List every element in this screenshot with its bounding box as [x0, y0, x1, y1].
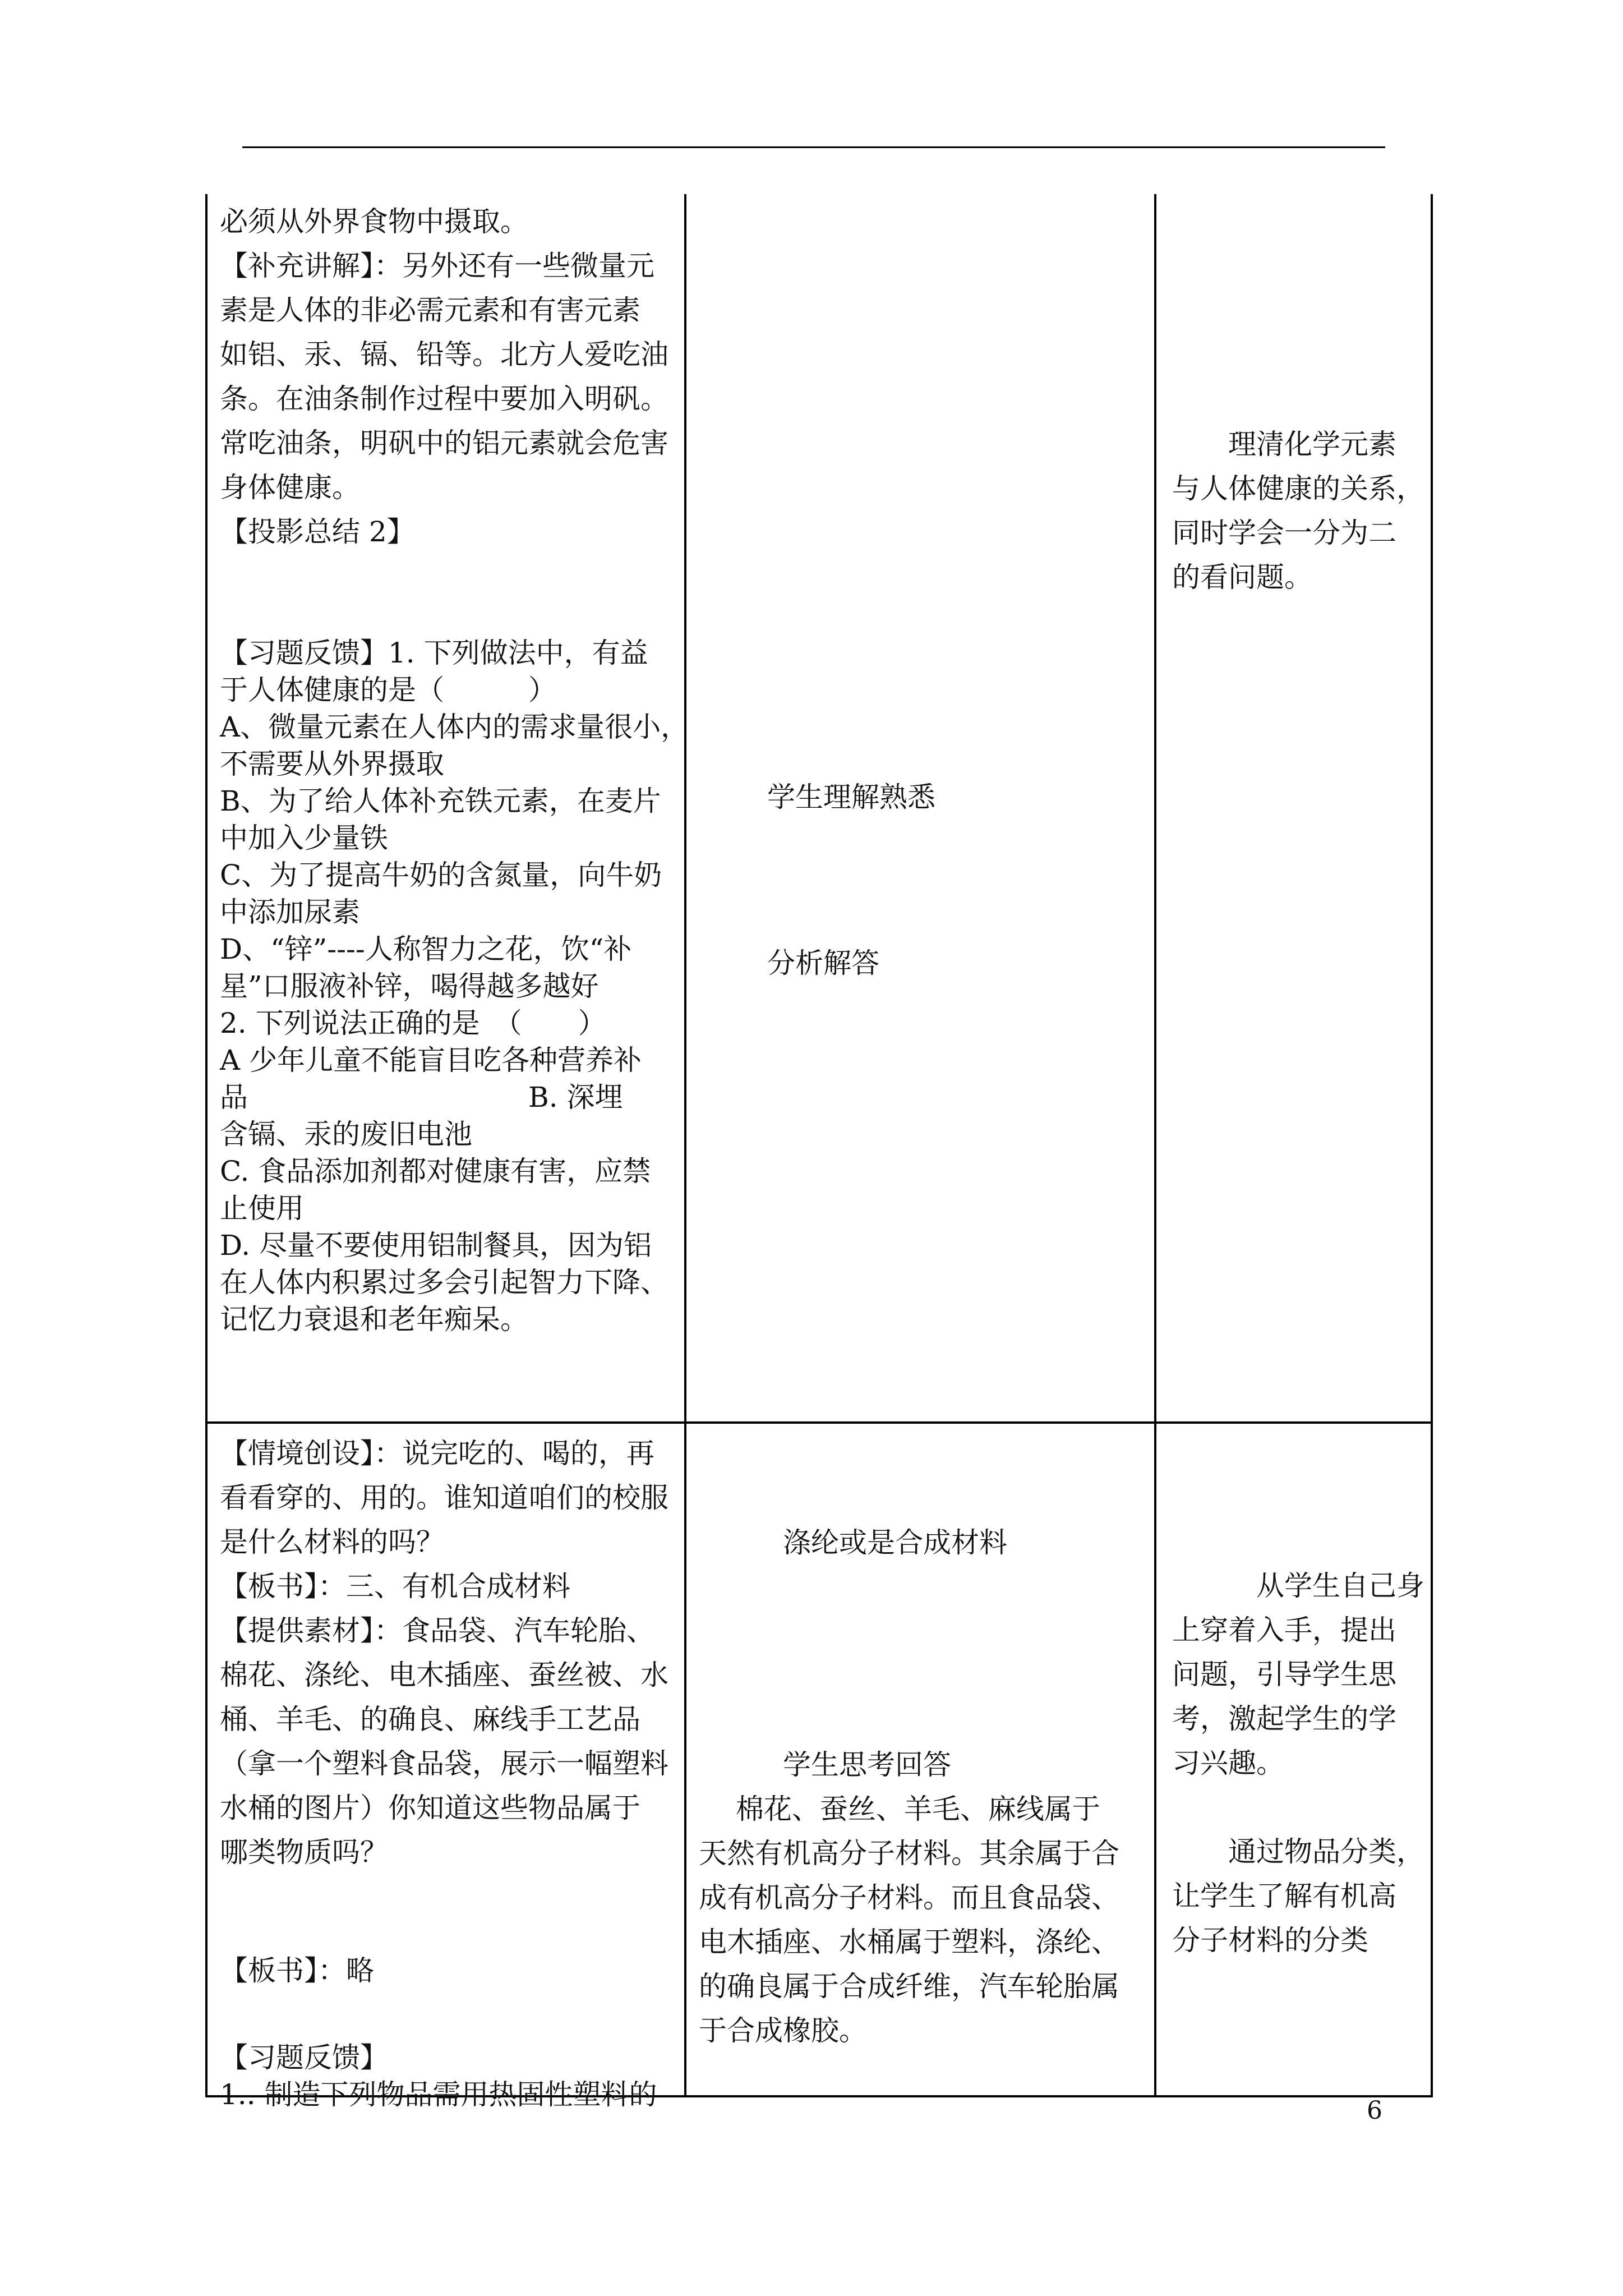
text-line: 考，激起学生的学 — [1172, 1703, 1396, 1735]
text-line: 2. 下列说法正确的是 （ ） — [220, 1007, 606, 1039]
text-line: 的看问题。 — [1172, 561, 1312, 593]
text-line: 常吃油条，明矾中的铝元素就会危害 — [220, 427, 668, 459]
text-line: 棉花、涤纶、电木插座、蚕丝被、水 — [220, 1659, 668, 1691]
design-intent-cell — [1155, 194, 1432, 1423]
design-intent-text — [1172, 1564, 1424, 1786]
text-line: 水桶的图片）你知道这些物品属于 — [220, 1792, 640, 1824]
text-line: 桶、羊毛、的确良、麻线手工艺品 — [220, 1703, 640, 1736]
teacher-activity-cell — [206, 194, 689, 1423]
text-line: 让学生了解有机高 — [1172, 1880, 1396, 1912]
text-line: 【提供素材】：食品袋、汽车轮胎、 — [220, 1614, 654, 1647]
text-line: 从学生自己身 — [1256, 1570, 1424, 1602]
text-line: 看看穿的、用的。谁知道咱们的校服 — [220, 1481, 668, 1514]
text-line: 【投影总结 2】 — [220, 516, 415, 548]
table-row — [206, 194, 1432, 1423]
text-line: 必须从外界食物中摄取。 — [220, 205, 528, 238]
text-line: D、“锌”----人称智力之花，饮“补 — [220, 933, 632, 965]
text-line: 通过物品分类， — [1228, 1835, 1424, 1868]
text-line: 记忆力衰退和老年痴呆。 — [220, 1303, 528, 1336]
text-line: 棉花、蚕丝、羊毛、麻线属于 — [699, 1793, 1100, 1825]
text-line: 电木插座、水桶属于塑料，涤纶、 — [699, 1926, 1119, 1958]
design-intent-text — [1172, 422, 1424, 600]
student-activity-text: 分析解答 — [767, 947, 879, 979]
text-line: 星”口服液补锌，喝得越多越好 — [220, 970, 599, 1002]
text-line: 中添加尿素 — [220, 896, 360, 928]
student-answer-block — [699, 1787, 1142, 2053]
table-row — [206, 1423, 1432, 2096]
text-line: 【补充讲解】：另外还有一些微量元 — [220, 250, 654, 282]
text-line: 的确良属于合成纤维，汽车轮胎属 — [699, 1970, 1119, 2003]
text-line: 同时学会一分为二 — [1172, 517, 1396, 549]
scenario-text-block — [220, 1432, 672, 1875]
text-line: 分子材料的分类 — [1172, 1924, 1368, 1957]
text-line: 【情境创设】：说完吃的、喝的，再 — [220, 1437, 654, 1470]
text-line: 【习题反馈】 — [220, 2041, 388, 2074]
board-text — [220, 1949, 672, 1993]
design-intent-text — [1172, 1830, 1424, 1963]
text-line: A、微量元素在人体内的需求量很小， — [220, 711, 689, 743]
text-line: 身体健康。 — [220, 471, 360, 504]
text-line: 在人体内积累过多会引起智力下降、 — [220, 1266, 668, 1299]
text-line: 上穿着入手，提出 — [1172, 1614, 1396, 1646]
text-line: 条。在油条制作过程中要加入明矾。 — [220, 383, 668, 415]
exercise-text-block — [220, 2039, 672, 2113]
text-line: 中加入少量铁 — [220, 822, 388, 854]
text-line: 不需要从外界摄取 — [220, 748, 444, 780]
text-line: 习兴趣。 — [1172, 1747, 1284, 1779]
text-line: B、为了给人体补充铁元素，在麦片 — [220, 785, 661, 817]
text-line: 【板书】：三、有机合成材料 — [220, 1570, 570, 1603]
lesson-plan-table — [205, 194, 1433, 2111]
text-line: 【习题反馈】1. 下列做法中，有益 — [220, 637, 648, 669]
text-line: 天然有机高分子材料。其余属于合 — [699, 1837, 1119, 1870]
text-line: 与人体健康的关系， — [1172, 472, 1424, 505]
exercise-text-block — [220, 634, 689, 1338]
text-line: 于合成橡胶。 — [699, 2014, 867, 2047]
student-activity-text: 学生思考回答 — [783, 1749, 951, 1781]
student-activity-text: 涤纶或是合成材料 — [783, 1526, 1007, 1559]
text-line: 理清化学元素 — [1228, 428, 1396, 461]
teacher-activity-cell — [206, 1423, 685, 2111]
text-line: （拿一个塑料食品袋，展示一幅塑料 — [220, 1747, 668, 1780]
text-line: A 少年儿童不能盲目吃各种营养补 — [220, 1044, 642, 1076]
student-activity-text: 学生理解熟悉 — [767, 781, 935, 813]
text-line: 含镉、汞的废旧电池 — [220, 1118, 472, 1151]
text-line: 品 B. 深埋 — [220, 1081, 623, 1114]
header-rule — [242, 146, 1385, 148]
text-line: 哪类物质吗？ — [220, 1836, 388, 1869]
text-line: 【板书】：略 — [220, 1954, 374, 1987]
text-line: 是什么材料的吗？ — [220, 1526, 444, 1558]
text-line: 成有机高分子材料。而且食品袋、 — [699, 1881, 1119, 1914]
design-intent-cell — [1155, 1423, 1432, 2096]
text-line: C、为了提高牛奶的含氮量，向牛奶 — [220, 859, 662, 891]
text-line: 1.. 制造下列物品需用热固性塑料的 — [220, 2078, 657, 2111]
text-line: 素是人体的非必需元素和有害元素 — [220, 294, 640, 326]
text-line: D. 尽量不要使用铝制餐具，因为铝 — [220, 1229, 652, 1262]
text-line: 于人体健康的是（ ） — [220, 674, 556, 706]
student-activity-cell — [685, 1423, 1155, 2096]
text-line: 问题，引导学生思 — [1172, 1658, 1396, 1691]
supplement-text-block — [220, 200, 672, 554]
student-activity-cell — [685, 194, 1155, 1423]
text-line: C. 食品添加剂都对健康有害，应禁 — [220, 1155, 651, 1188]
page-number: 6 — [1367, 2096, 1382, 2125]
text-line: 止使用 — [220, 1192, 304, 1225]
text-line: 如铝、汞、镉、铅等。北方人爱吃油 — [220, 338, 668, 371]
